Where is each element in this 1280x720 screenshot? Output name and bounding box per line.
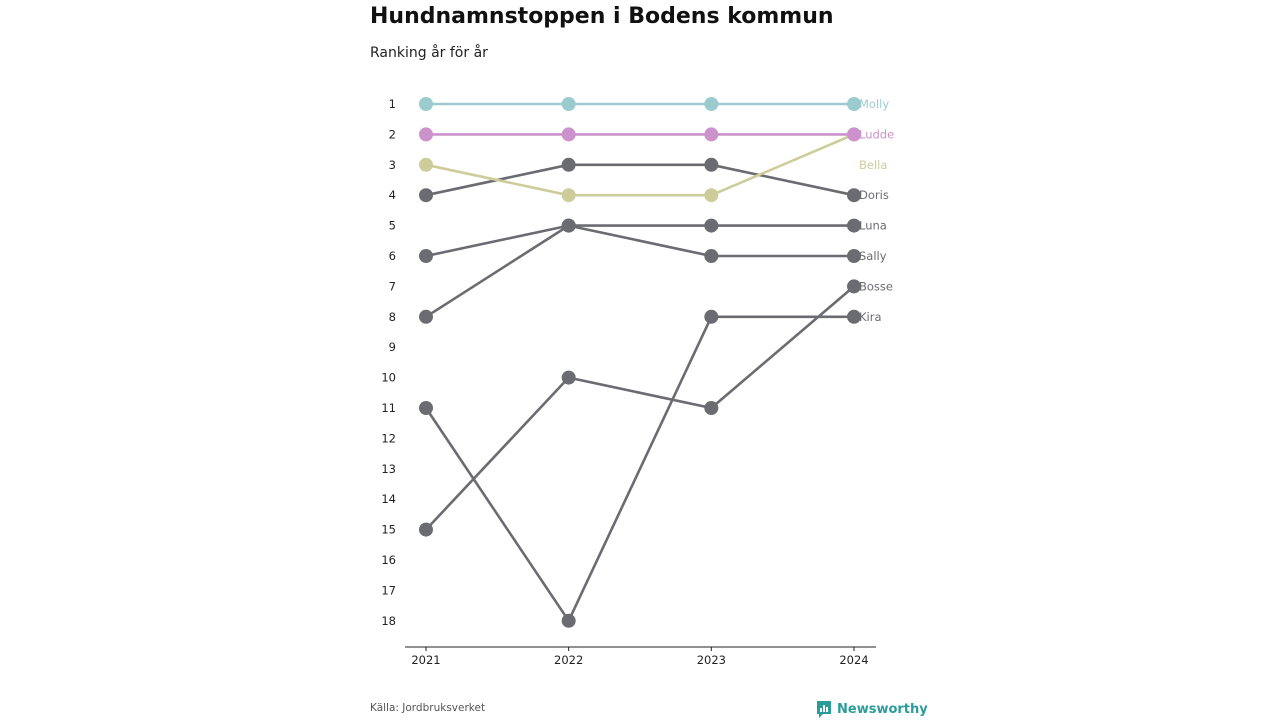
point-molly-2022 xyxy=(562,97,576,111)
newsworthy-logo-icon xyxy=(816,700,832,719)
x-axis-ticks xyxy=(411,647,868,667)
point-kira-2021 xyxy=(419,401,433,415)
point-kira-2023 xyxy=(704,310,718,324)
point-bosse-2022 xyxy=(562,371,576,385)
series-label-bella: Bella xyxy=(859,157,888,172)
x-tick-label: 2021 xyxy=(411,653,441,667)
y-tick-label: 15 xyxy=(381,522,396,537)
series-lines xyxy=(426,104,854,621)
point-ludde-2021 xyxy=(419,127,433,141)
point-ludde-2022 xyxy=(562,127,576,141)
chart-title: Hundnamnstoppen i Bodens kommun xyxy=(370,4,834,29)
y-tick-label: 17 xyxy=(381,583,396,598)
series-labels xyxy=(859,97,894,324)
y-tick-label: 16 xyxy=(381,553,396,567)
point-doris-2022 xyxy=(562,158,576,172)
y-tick-label: 1 xyxy=(388,97,396,111)
series-line-bosse xyxy=(426,286,854,529)
point-luna-2022 xyxy=(562,219,576,233)
y-tick-label: 6 xyxy=(388,249,396,263)
y-tick-label: 4 xyxy=(388,188,396,203)
y-tick-label: 14 xyxy=(381,492,396,507)
y-tick-label: 2 xyxy=(388,127,396,142)
point-kira-2022 xyxy=(562,614,576,628)
x-tick-label: 2024 xyxy=(839,653,869,667)
series-label-kira: Kira xyxy=(859,309,882,324)
x-tick-label: 2022 xyxy=(554,653,584,667)
point-bosse-2021 xyxy=(419,523,433,537)
y-axis-ticks xyxy=(381,97,396,628)
point-luna-2021 xyxy=(419,249,433,263)
y-tick-label: 7 xyxy=(388,279,396,294)
y-tick-label: 11 xyxy=(381,401,396,415)
point-bosse-2023 xyxy=(704,401,718,415)
point-bella-2021 xyxy=(419,158,433,172)
point-doris-2021 xyxy=(419,188,433,202)
y-tick-label: 9 xyxy=(388,340,396,355)
y-tick-label: 10 xyxy=(381,370,396,385)
y-tick-label: 13 xyxy=(381,461,396,476)
y-tick-label: 18 xyxy=(381,613,396,628)
x-tick-label: 2023 xyxy=(696,653,726,667)
point-sally-2021 xyxy=(419,310,433,324)
point-luna-2023 xyxy=(704,219,718,233)
brand-name: Newsworthy xyxy=(837,702,928,717)
chart-subtitle: Ranking år för år xyxy=(370,45,488,61)
newsworthy-logo[interactable] xyxy=(816,700,928,719)
series-label-ludde: Ludde xyxy=(859,127,895,142)
point-molly-2023 xyxy=(704,97,718,111)
series-label-bosse: Bosse xyxy=(859,279,893,294)
source-note: Källa: Jordbruksverket xyxy=(370,702,486,714)
point-molly-2021 xyxy=(419,97,433,111)
point-ludde-2023 xyxy=(704,127,718,141)
series-line-sally xyxy=(426,226,854,317)
series-label-molly: Molly xyxy=(859,97,890,111)
series-label-sally: Sally xyxy=(859,249,887,263)
series-label-luna: Luna xyxy=(859,218,887,233)
point-doris-2023 xyxy=(704,158,718,172)
y-tick-label: 8 xyxy=(388,309,396,324)
point-bella-2023 xyxy=(704,188,718,202)
series-line-doris xyxy=(426,165,854,195)
series-line-kira xyxy=(426,317,854,621)
y-tick-label: 3 xyxy=(388,157,396,172)
y-tick-label: 12 xyxy=(381,431,396,446)
point-bella-2022 xyxy=(562,188,576,202)
y-tick-label: 5 xyxy=(388,218,396,233)
point-sally-2023 xyxy=(704,249,718,263)
series-label-doris: Doris xyxy=(859,188,889,203)
